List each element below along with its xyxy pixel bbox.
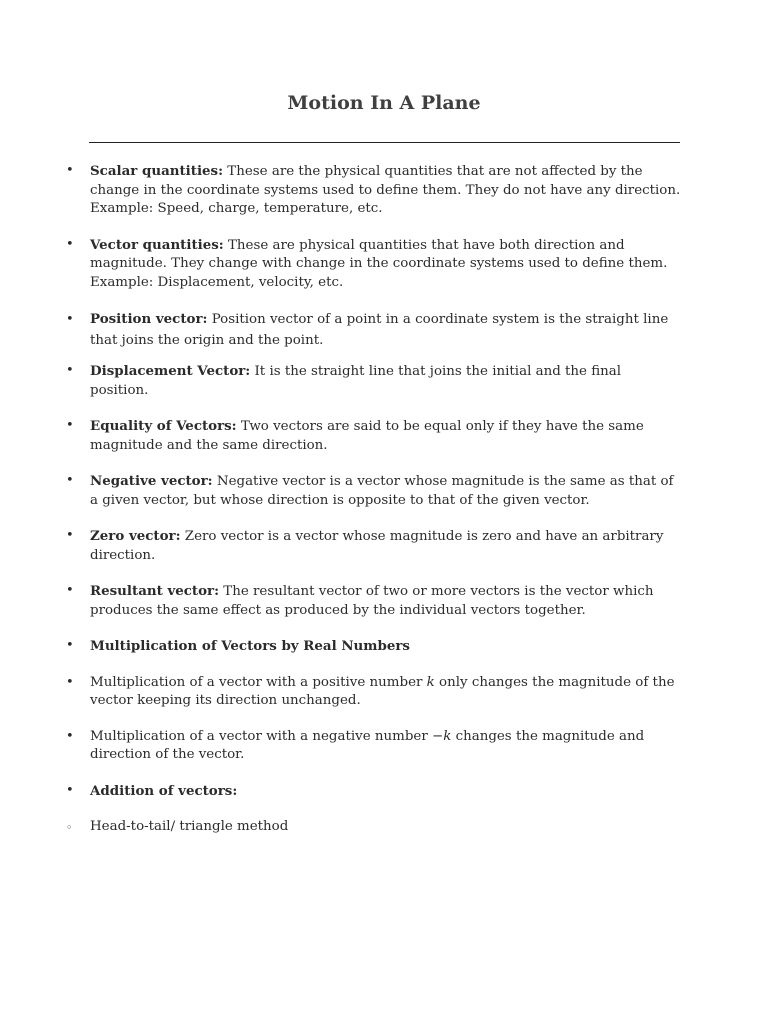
item-text: Negative vector is a vector whose magnitude is the same as that of a given vector, but whose direction is opposite to that of the given vector. — [90, 474, 674, 508]
item-text: Position vector of a point in a coordinate system is the straight line that joins the origin and the point. — [90, 312, 669, 348]
list-item — [0, 782, 682, 802]
bullet-marker: • — [66, 782, 74, 798]
item-text: Zero vector is a vector whose magnitude is zero and have an arbitrary direction. — [90, 529, 664, 563]
list-item — [0, 674, 682, 711]
list-item — [0, 728, 682, 765]
bullet-marker: • — [66, 583, 74, 598]
item-term: Equality of Vectors: — [90, 418, 237, 434]
bullet-marker: • — [66, 528, 74, 543]
list-item — [0, 309, 682, 351]
item-text: Two vectors are said to be equal only if they have the same magnitude and the same direction. — [90, 419, 644, 453]
item-text-before: Multiplication of a vector with a positive number — [90, 674, 427, 690]
item-text-after: only changes the magnitude of the vector keeping its direction unchanged. — [90, 674, 675, 708]
item-text: It is the straight line that joins the initial and the final position. — [90, 364, 622, 398]
section-heading: Addition of vectors: — [90, 782, 238, 799]
bullet-marker: • — [66, 236, 74, 252]
sub-list-item — [0, 818, 682, 837]
math-variable: k — [426, 674, 435, 690]
title-divider — [89, 142, 680, 143]
bullet-marker: • — [66, 638, 74, 653]
item-term: Displacement Vector: — [90, 363, 251, 379]
item-term: Zero vector: — [90, 528, 181, 544]
item-term: Scalar quantities: — [90, 163, 224, 179]
page-title: Motion In A Plane — [287, 92, 481, 114]
item-term: Negative vector: — [90, 473, 213, 489]
item-term: Vector quantities: — [90, 236, 224, 253]
bullet-marker: • — [66, 312, 74, 327]
list-item — [0, 362, 682, 400]
item-text-after: changes the magnitude and direction of the vector. — [90, 728, 645, 762]
math-variable: k — [443, 728, 452, 744]
item-text: These are the physical quantities that are not affected by the change in the coordinate systems used to define them. They do not have any direction. Example: Speed, charge, temperature, etc. — [90, 164, 681, 216]
list-item — [0, 472, 682, 510]
list-item — [0, 527, 682, 565]
item-text: Head-to-tail/ triangle method — [90, 819, 289, 834]
item-term: Position vector: — [90, 311, 208, 327]
bullet-marker: • — [66, 473, 74, 488]
list-item — [0, 417, 682, 455]
list-item — [0, 582, 682, 620]
item-text: The resultant vector of two or more vectors is the vector which produces the same effect as produced by the individual vectors together. — [90, 584, 654, 618]
section-heading: Multiplication of Vectors by Real Numbers — [90, 638, 410, 654]
item-term: Resultant vector: — [90, 583, 220, 599]
sub-bullet-marker: ◦ — [66, 821, 73, 834]
list-item — [0, 236, 682, 293]
bullet-marker: • — [66, 418, 74, 433]
item-text-before: Multiplication of a vector with a negative number − — [90, 728, 444, 744]
bullet-marker: • — [66, 363, 74, 378]
list-item — [0, 637, 682, 657]
item-text: These are physical quantities that have both direction and magnitude. They change with change in the coordinate systems used to define them. Example: Displacement, velocity, etc. — [90, 237, 668, 290]
list-item — [0, 162, 682, 219]
bullet-marker: • — [66, 163, 74, 178]
definitions-list — [0, 162, 768, 854]
bullet-marker: • — [66, 674, 74, 690]
bullet-marker: • — [66, 728, 74, 744]
